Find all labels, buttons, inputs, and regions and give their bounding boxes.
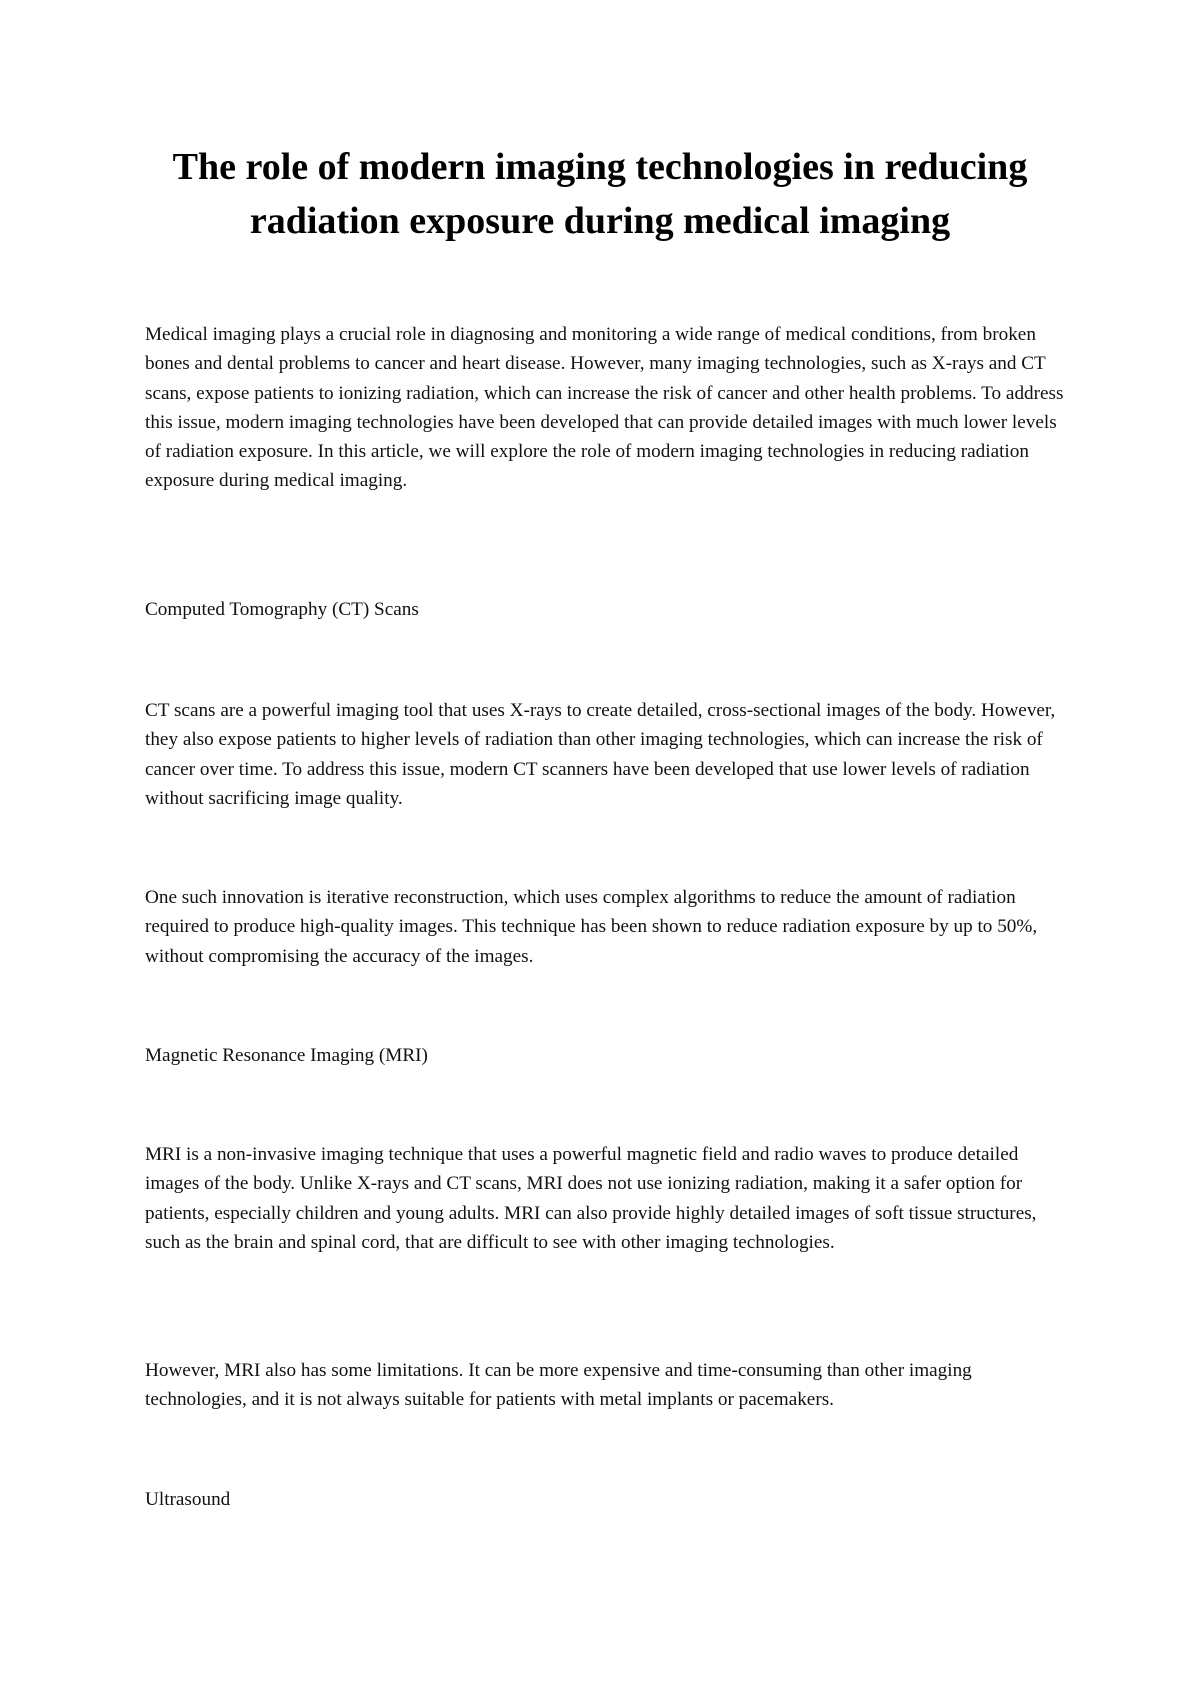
mri-paragraph-1: MRI is a non-invasive imaging technique that uses a powerful magnetic field and radio waves to produce detailed images of the body. Unlike X-rays and CT scans, MRI does not use ionizing radiation, making it a safer option for patients, especially children and young adults. MRI can also provide highly detailed images of soft tissue structures, such as the brain and spinal cord, that are difficult to see with other imaging technologies. [145, 1144, 1037, 1253]
section-heading-mri: Magnetic Resonance Imaging (MRI) [145, 1045, 428, 1066]
document-title: The role of modern imaging technologies in reducing radiation exposure during medical imaging [172, 146, 1028, 242]
ct-paragraph-2: One such innovation is iterative reconstruction, which uses complex algorithms to reduce the amount of radiation required to produce high-quality images. This technique has been shown to reduce radiation exposure by up to 50%, without compromising the accuracy of the images. [145, 887, 1038, 967]
ct-paragraph-1: CT scans are a powerful imaging tool that uses X-rays to create detailed, cross-sectional images of the body. However, they also expose patients to higher levels of radiation than other imaging technologies, which can increase the risk of cancer over time. To address this issue, modern CT scanners have been developed that use lower levels of radiation without sacrificing image quality. [145, 700, 1056, 809]
section-heading-ultrasound: Ultrasound [145, 1489, 231, 1510]
mri-paragraph-2: However, MRI also has some limitations. It can be more expensive and time-consuming than other imaging technologies, and it is not always suitable for patients with metal implants or pacemakers. [145, 1360, 972, 1411]
section-heading-ct: Computed Tomography (CT) Scans [145, 599, 419, 620]
intro-paragraph: Medical imaging plays a crucial role in diagnosing and monitoring a wide range of medical conditions, from broken bones and dental problems to cancer and heart disease. However, many imaging technologies, such as X-rays and CT scans, expose patients to ionizing radiation, which can increase the risk of cancer and other health problems. To address this issue, modern imaging technologies have been developed that can provide detailed images with much lower levels of radiation exposure. In this article, we will explore the role of modern imaging technologies in reducing radiation exposure during medical imaging. [145, 324, 1064, 492]
